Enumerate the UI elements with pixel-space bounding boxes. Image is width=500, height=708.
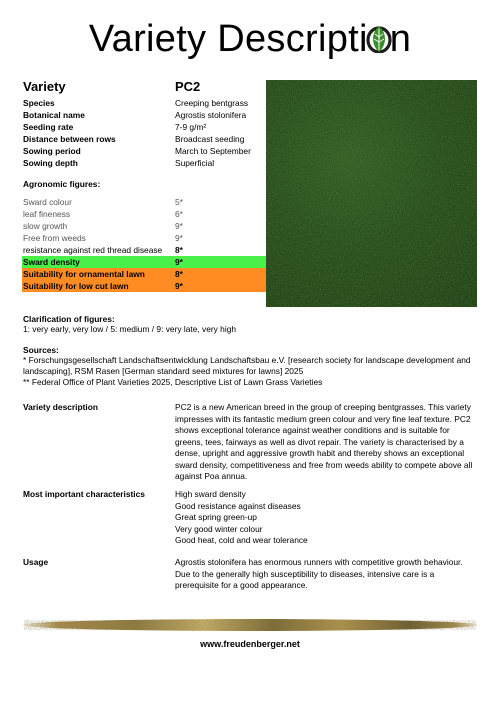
- detail-row-distance-between-rows: Distance between rows Broadcast seeding: [23, 134, 245, 144]
- detail-row-sowing-period: Sowing period March to September: [23, 146, 251, 156]
- variety-name: PC2: [175, 79, 201, 94]
- clarification-heading: Clarification of figures:: [23, 314, 115, 324]
- variety-description-text: PC2 is a new American breed in the group of creeping bentgrasses. This variety impresses with its fantastic medium green colour and very fine leaf texture. PC2 shows exceptional tolerance against weather conditions and is suitable for greens, tees, fairways as well as divot repair. The variety is characterised by a dense, upright and aggressive growth habit and thereby shows an exceptional sward density, competitiveness and free from weeds ability to compete above all against Poa annua.: [175, 402, 473, 481]
- sources-line-2: landscaping], RSM Rasen [German standard seed mixtures for lawns] 2025: [23, 366, 304, 376]
- figure-row-leaf-fineness: leaf fineness 6*: [23, 209, 183, 219]
- sources-line-1: * Forschungsgesellschaft Landschaftsentwicklung Landschaftsbau e.V. [research society for landscape development and: [23, 355, 471, 365]
- figure-row-slow-growth: slow growth 9*: [23, 221, 183, 231]
- detail-row-sowing-depth: Sowing depth Superficial: [23, 158, 215, 168]
- seed-strip-image: [22, 618, 478, 632]
- sources-heading: Sources:: [23, 345, 59, 355]
- list-item: High sward density: [175, 489, 246, 499]
- figure-row-sward-colour: Sward colour 5*: [23, 197, 183, 207]
- list-item: Very good winter colour: [175, 523, 263, 534]
- figure-row-ornamental-lawn: Suitability for ornamental lawn 8*: [22, 268, 266, 280]
- usage-label: Usage: [23, 557, 49, 567]
- figure-row-red-thread: resistance against red thread disease 8*: [23, 245, 183, 255]
- usage-text: Agrostis stolonifera has enormous runners with competitive growth behaviour. Due to the generally high susceptibility to diseases, intensive care is a prerequisite for a good appearance.: [175, 557, 463, 590]
- figure-row-low-cut-lawn: Suitability for low cut lawn 9*: [22, 280, 266, 292]
- page-title: Variety Descripti n: [88, 18, 412, 60]
- figure-row-free-from-weeds: Free from weeds 9*: [23, 233, 183, 243]
- detail-row-seeding-rate: Seeding rate 7-9 g/m²: [23, 122, 207, 132]
- grass-photo: [266, 80, 477, 307]
- agronomic-heading: Agronomic figures:: [23, 179, 101, 189]
- list-item: Good heat, cold and wear tolerance: [175, 535, 308, 545]
- figure-row-sward-density: Sward density 9*: [22, 256, 266, 268]
- variety-label: Variety: [23, 79, 66, 94]
- characteristics-list: [175, 489, 308, 547]
- list-item: Great spring green-up: [175, 512, 257, 522]
- sources-line-3: ** Federal Office of Plant Varieties 2025, Descriptive List of Lawn Grass Varieties: [23, 377, 323, 387]
- detail-row-botanical-name: Botanical name Agrostis stolonifera: [23, 110, 247, 120]
- footer-url[interactable]: www.freudenberger.net: [200, 639, 300, 649]
- list-item: Good resistance against diseases: [175, 500, 301, 511]
- variety-description-label: Variety description: [23, 402, 98, 412]
- clarification-text: 1: very early, very low / 5: medium / 9: very late, very high: [23, 324, 237, 334]
- detail-row-species: Species Creeping bentgrass: [23, 98, 249, 108]
- leaf-logo-icon: [368, 23, 390, 53]
- characteristics-label: Most important characteristics: [23, 489, 145, 499]
